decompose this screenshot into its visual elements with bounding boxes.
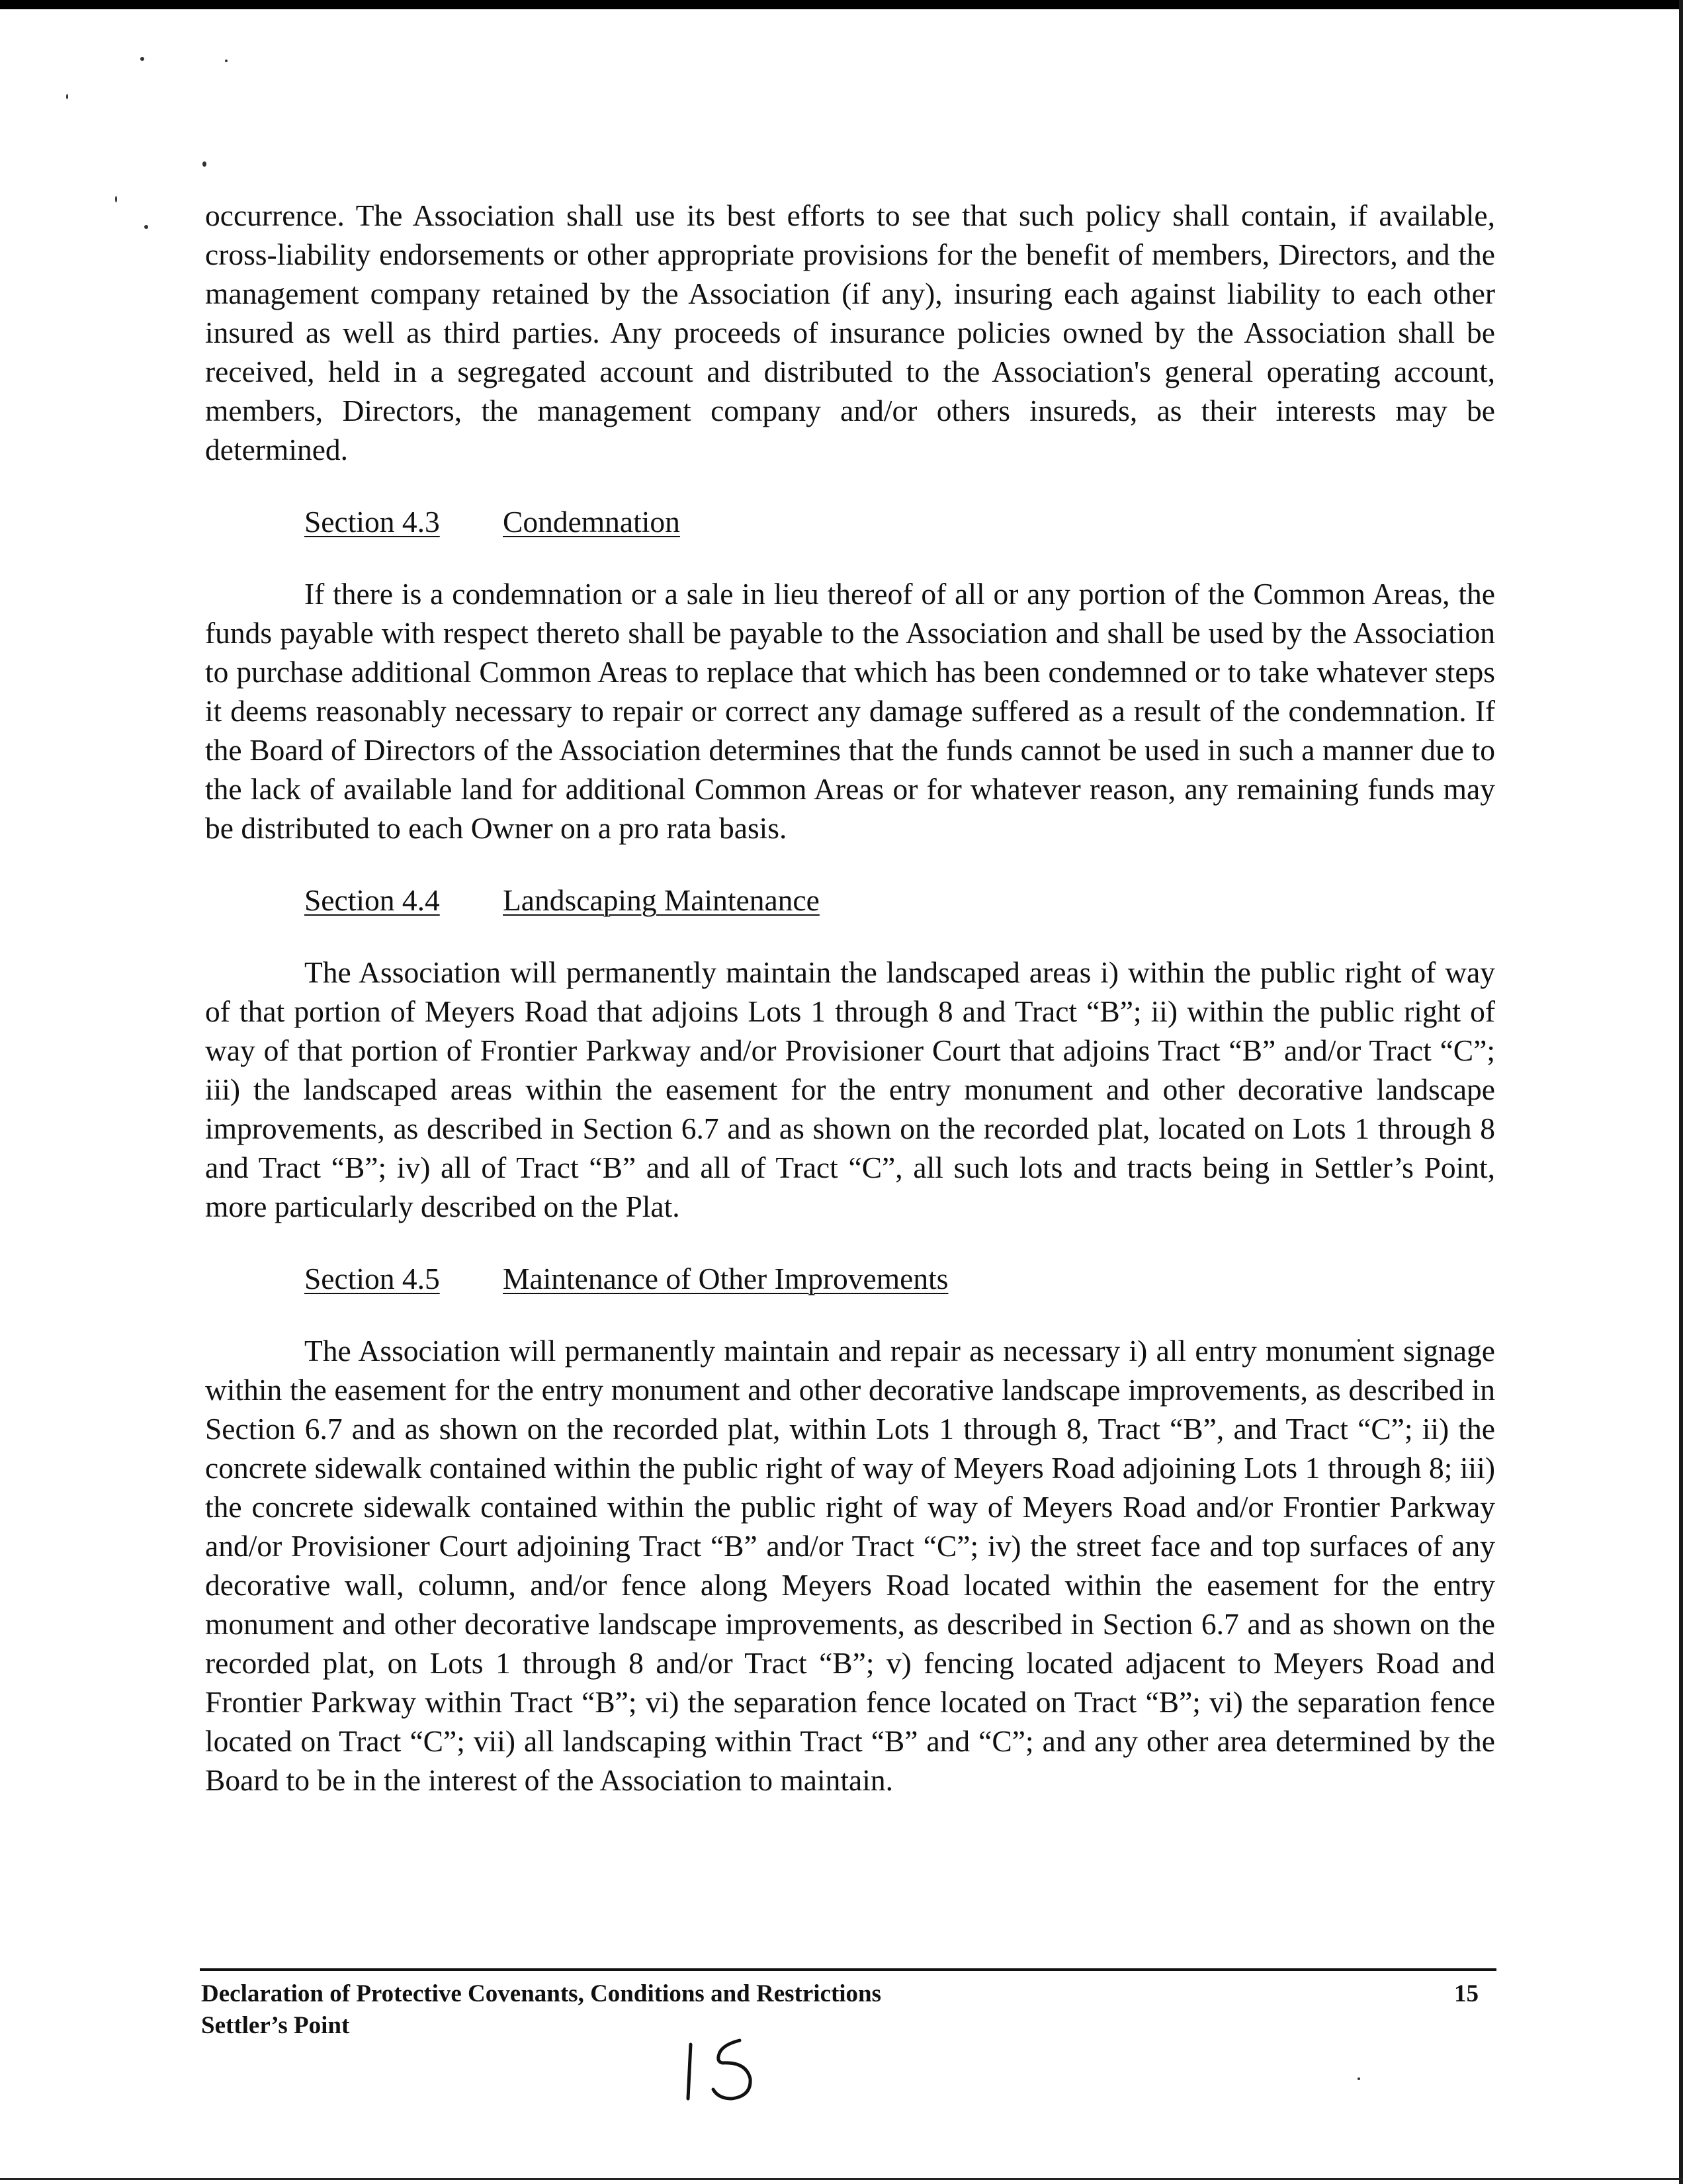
section-heading-4-3: [304, 502, 1495, 541]
section-title: Maintenance of Other Improvements: [503, 1262, 949, 1295]
insurance-paragraph: occurrence. The Association shall use its best efforts to see that such policy shall contain, if available, cross-liability endorsements or other appropriate provisions for the benefit of members, Directors, and the management company retained by the Association (if any), insuring each against liability to each other insured as well as third parties. Any proceeds of insurance policies owned by the Association shall be received, held in a segregated account and distributed to the Association's general operating account, members, Directors, the management company and/or others insureds, as their interests may be determined.: [205, 198, 1495, 466]
section-number: Section 4.3: [304, 505, 440, 539]
footer-title-line-2: Settler’s Point: [201, 2012, 350, 2039]
scan-speck: [144, 225, 148, 229]
footer-title: [201, 1978, 881, 2042]
section-heading-4-4: [304, 881, 1495, 920]
footer-rule: [200, 1968, 1496, 1971]
section-title: Landscaping Maintenance: [503, 883, 820, 917]
scan-edge-bottom: [0, 2178, 1683, 2180]
handwritten-page-number: [681, 2032, 761, 2105]
section-body-4-3: If there is a condemnation or a sale in lieu thereof of all or any portion of the Common Areas, the funds payable with respect thereto shall be payable to the Association and shall be used by the Association to purchase additional Common Areas to replace that which has been condemned or to take whatever steps it deems reasonably necessary to repair or correct any damage suffered as a result of the condemnation. If the Board of Directors of the Association determines that the funds cannot be used in such a manner due to the lack of available land for additional Common Areas or for whatever reason, any remaining funds may be distributed to each Owner on a pro rata basis.: [205, 577, 1495, 845]
document-body: [205, 196, 1495, 1833]
scan-edge-right: [1679, 0, 1683, 2184]
scan-speck: [1358, 2077, 1360, 2080]
section-number: Section 4.4: [304, 883, 440, 917]
footer-page-number: 15: [1454, 1980, 1479, 2007]
section-title: Condemnation: [503, 505, 680, 539]
section-body-4-4: The Association will permanently maintain the landscaped areas i) within the public right of way of that portion of Meyers Road that adjoins Lots 1 through 8 and Tract “B”; ii) within the public right of way of that portion of Frontier Parkway and/or Provisioner Court that adjoins Tract “B” and/or Tract “C”; iii) the landscaped areas within the easement for the entry monument and other decorative landscape improvements, as described in Section 6.7 and as shown on the recorded plat, located on Lots 1 through 8 and Tract “B”; iv) all of Tract “B” and all of Tract “C”, all such lots and tracts being in Settler’s Point, more particularly described on the Plat.: [205, 955, 1495, 1223]
section-number: Section 4.5: [304, 1262, 440, 1295]
scan-speck: [66, 94, 68, 99]
scan-speck: [115, 196, 117, 202]
section-body-4-5: The Association will permanently maintain and repair as necessary i) all entry monument signage within the easement for the entry monument and other decorative landscape improvements, as described in Section 6.7 and as shown on the recorded plat, within Lots 1 through 8, Tract “B”, and Tract “C”; ii) the concrete sidewalk contained within the public right of way of Meyers Road adjoining Lots 1 through 8; iii) the concrete sidewalk contained within the public right of way of Meyers Road and/or Frontier Parkway and/or Provisioner Court adjoining Tract “B” and/or Tract “C”; iv) the street face and top surfaces of any decorative wall, column, and/or fence along Meyers Road located within the easement for the entry monument and other decorative landscape improvements, as described in Section 6.7 and as shown on the recorded plat, on Lots 1 through 8 and/or Tract “B”; v) fencing located adjacent to Meyers Road and Frontier Parkway within Tract “B”; vi) the separation fence located on Tract “B”; vi) the separation fence located on Tract “C”; vii) all landscaping within Tract “B” and “C”; and any other area determined by the Board to be in the interest of the Association to maintain.: [205, 1334, 1495, 1797]
scan-speck: [140, 57, 144, 61]
footer-title-line-1: Declaration of Protective Covenants, Conditions and Restrictions: [201, 1980, 882, 2007]
scan-edge-top: [0, 0, 1683, 9]
section-heading-4-5: [304, 1259, 1495, 1298]
scan-speck: [202, 161, 206, 167]
scan-speck: [225, 60, 228, 62]
